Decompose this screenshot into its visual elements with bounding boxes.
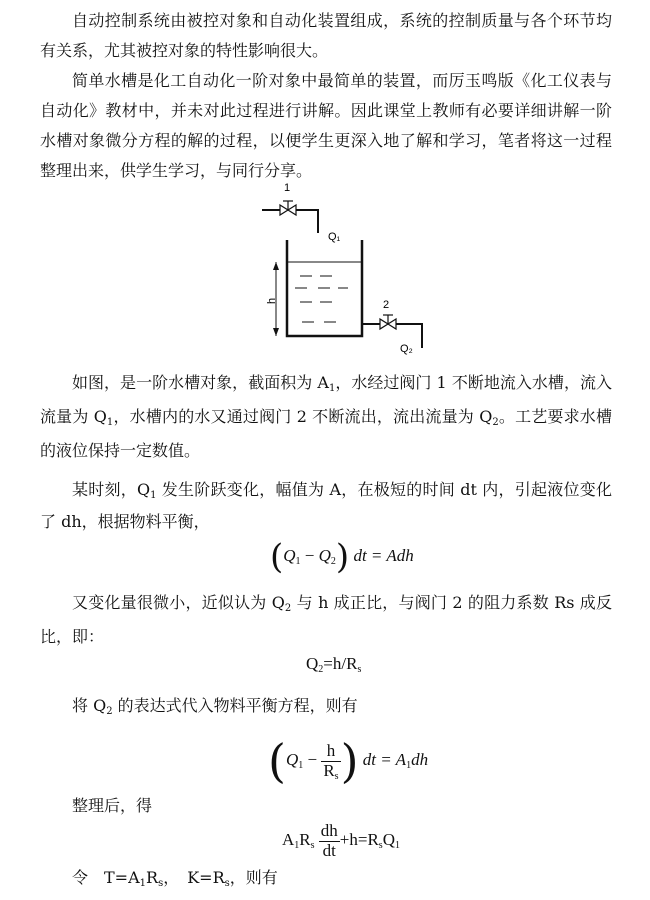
eq2-lhs-sub: 2 <box>318 664 324 675</box>
p8-text-b: R <box>146 868 159 887</box>
h-label: h <box>266 297 278 304</box>
p4-text-b: 发生阶跃变化，幅值为 A，在极短的时间 dt 内，引起液位变化了 dh，根据物料平衡， <box>40 480 612 531</box>
eq4-q: Q <box>382 830 395 849</box>
valve-2-label: 2 <box>383 299 390 311</box>
eq2-rhs: =h/R <box>323 654 358 673</box>
eq1-q2: Q <box>318 545 331 565</box>
eq2-rhs-sub: s <box>357 664 362 675</box>
p5-text-b: 与 h 成正比，与阀门 2 的阻力系数 Rs 成反比，即： <box>40 593 612 646</box>
p5-text-a: 又变化量很微小，近似认为 Q <box>72 593 285 612</box>
eq4-mid-sub: s <box>378 840 383 851</box>
p6-sub-a: 2 <box>106 706 113 717</box>
valve-1-label: 1 <box>284 182 291 194</box>
eq3-num: h <box>326 740 336 760</box>
eq4-mid: +h=R <box>339 830 379 849</box>
p8-sub-a: 1 <box>139 878 147 889</box>
body-paragraph-6 <box>72 694 358 718</box>
intro-paragraph-1: 自动控制系统由被控对象和自动化装置组成，系统的控制质量与各个环节均有关系，尤其被控对象的特性影响很大。 <box>40 11 612 60</box>
eq3-open-paren: ( <box>268 734 286 789</box>
eq1-rest: dt = Adh <box>353 545 414 565</box>
p3-text-c: ，水槽内的水又通过阀门 2 不断流出，流出流量为 Q <box>113 407 493 426</box>
p4-text-a: 某时刻，Q <box>72 480 151 499</box>
p3-text-d: 。工艺要求水槽的液位保持一定数值。 <box>40 407 612 460</box>
eq3-q1-sub: 1 <box>298 760 304 771</box>
eq1-close-paren: ) <box>335 537 350 577</box>
p3-text-b: ，水经过阀门 1 不断地流入水槽，流入流量为 Q <box>40 373 612 426</box>
equation-q2 <box>306 652 361 676</box>
eq4-r-sub: s <box>310 840 315 851</box>
equation-rearranged <box>282 816 400 864</box>
eq3-a-sub: 1 <box>406 760 412 771</box>
q2-label: Q₂ <box>400 343 413 355</box>
body-paragraph-3 <box>40 366 612 468</box>
eq4-a-sub: 1 <box>294 840 300 851</box>
eq3-dt: dt = A <box>362 750 407 769</box>
eq1-minus: − <box>304 545 315 565</box>
eq3-fraction <box>321 742 340 780</box>
eq3-den-sub: s <box>334 770 339 782</box>
p8-text-c: ， K=R <box>163 868 225 887</box>
eq4-q-sub: 1 <box>394 840 400 851</box>
body-paragraph-5 <box>40 586 612 654</box>
p5-sub-a: 2 <box>284 603 292 614</box>
eq1-open-paren: ( <box>270 537 284 577</box>
body-paragraph-8 <box>72 866 278 890</box>
p6-text-b: 的表达式代入物料平衡方程，则有 <box>112 696 358 715</box>
eq1-q1: Q <box>283 545 296 565</box>
p8-sub-c: s <box>224 878 230 889</box>
q1-label: Q₁ <box>328 231 341 243</box>
eq4-num: dh <box>320 820 338 840</box>
eq1-q1-sub: 1 <box>295 555 301 567</box>
body-paragraph-7: 整理后，得 <box>72 796 153 815</box>
eq3-den <box>321 761 340 781</box>
equation-material-balance <box>270 537 414 577</box>
eq4-fraction <box>319 822 340 860</box>
eq1-q2-sub: 2 <box>330 555 336 567</box>
p4-sub-a: 1 <box>150 490 157 501</box>
p3-sub-a: 1 <box>328 383 336 394</box>
eq3-minus: − <box>307 750 318 769</box>
p3-text-a: 如图，是一阶水槽对象，截面积为 A <box>72 373 329 392</box>
p8-text-a: 令 T=A <box>72 868 140 887</box>
eq3-den-r: R <box>323 760 335 780</box>
p3-sub-c: 2 <box>492 417 499 428</box>
body-paragraph-4 <box>40 474 612 538</box>
equation-substituted <box>268 734 429 789</box>
p8-sub-b: s <box>158 878 164 889</box>
water-tank-diagram <box>240 178 440 356</box>
eq4-r: R <box>299 830 311 849</box>
eq4-den: dt <box>319 841 340 861</box>
eq3-dh: dh <box>411 750 429 769</box>
p3-sub-b: 1 <box>106 417 114 428</box>
intro-paragraph-2: 简单水槽是化工自动化一阶对象中最简单的装置，而厉玉鸣版《化工仪表与自动化》教材中，并未对此过程进行讲解。因此课堂上教师有必要详细讲解一阶水槽对象微分方程的解的过程，以便学生更深入地了解和学习，笔者将这一过程整理出来，供学生学习，与同行分享。 <box>40 71 612 180</box>
p6-text-a: 将 Q <box>72 696 107 715</box>
eq3-close-paren: ) <box>340 734 359 789</box>
p8-text-d: ，则有 <box>229 868 278 887</box>
eq2-lhs: Q <box>306 654 319 673</box>
eq4-a: A <box>282 830 295 849</box>
eq3-q1: Q <box>285 750 299 769</box>
